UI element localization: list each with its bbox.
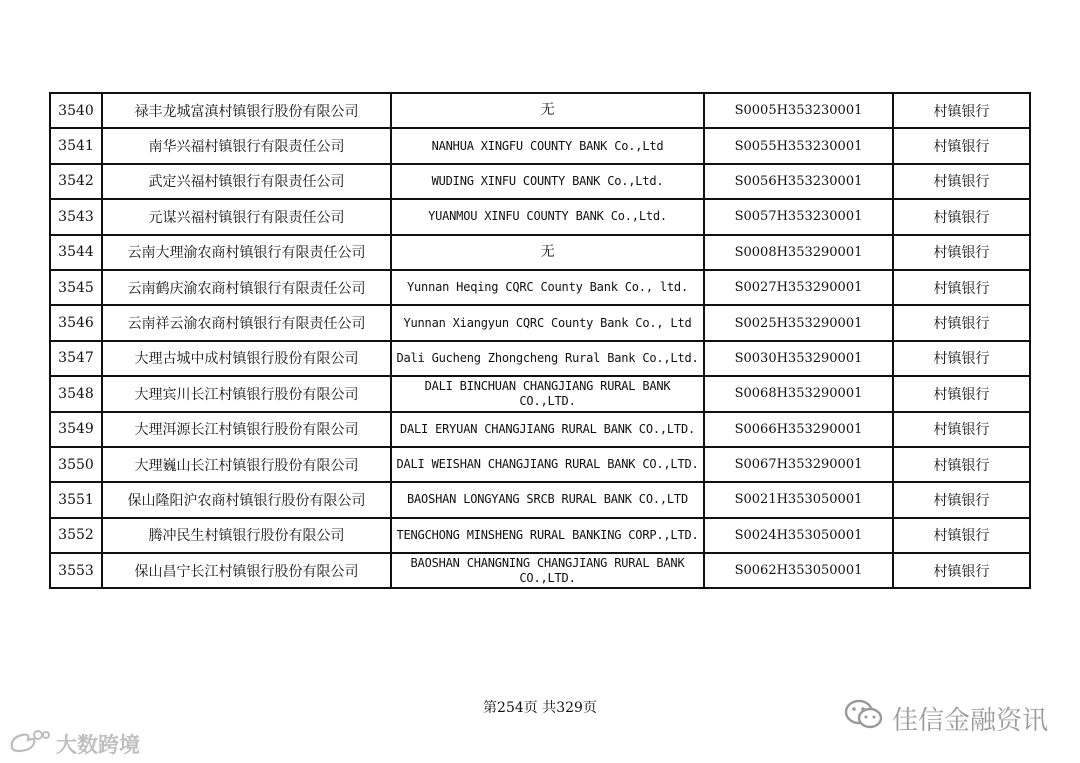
row-number: 3550 — [50, 447, 102, 482]
bank-name-en: DALI ERYUAN CHANGJIANG RURAL BANK CO.,LTD. — [391, 412, 704, 447]
institution-code: S0056H353230001 — [704, 164, 893, 199]
bank-name-cn: 南华兴福村镇银行有限责任公司 — [102, 128, 391, 163]
institution-code: S0027H353290001 — [704, 270, 893, 305]
wechat-watermark — [844, 698, 1048, 739]
institution-type: 村镇银行 — [893, 341, 1030, 376]
institution-type: 村镇银行 — [893, 270, 1030, 305]
bank-name-en: DALI WEISHAN CHANGJIANG RURAL BANK CO.,LTD. — [391, 447, 704, 482]
bank-name-en: Yunnan Xiangyun CQRC County Bank Co., Ltd — [391, 305, 704, 340]
bank-name-en: BAOSHAN LONGYANG SRCB RURAL BANK CO.,LTD — [391, 482, 704, 517]
bank-name-cn: 大理巍山长江村镇银行股份有限公司 — [102, 447, 391, 482]
row-number: 3545 — [50, 270, 102, 305]
row-number: 3548 — [50, 376, 102, 411]
institution-type: 村镇银行 — [893, 482, 1030, 517]
bank-name-cn: 大理洱源长江村镇银行股份有限公司 — [102, 412, 391, 447]
bank-name-cn: 云南鹤庆渝农商村镇银行有限责任公司 — [102, 270, 391, 305]
institution-code: S0068H353290001 — [704, 376, 893, 411]
bank-name-cn: 腾冲民生村镇银行股份有限公司 — [102, 518, 391, 553]
row-number: 3542 — [50, 164, 102, 199]
secondary-watermark — [8, 728, 140, 759]
institution-code: S0005H353230001 — [704, 93, 893, 128]
bank-name-cn: 武定兴福村镇银行有限责任公司 — [102, 164, 391, 199]
bank-name-cn: 大理宾川长江村镇银行股份有限公司 — [102, 376, 391, 411]
weibo-icon — [8, 728, 50, 759]
institution-type: 村镇银行 — [893, 518, 1030, 553]
row-number: 3553 — [50, 553, 102, 588]
institution-code: S0021H353050001 — [704, 482, 893, 517]
bank-name-cn: 保山隆阳沪农商村镇银行股份有限公司 — [102, 482, 391, 517]
row-number: 3549 — [50, 412, 102, 447]
row-number: 3541 — [50, 128, 102, 163]
wechat-watermark-text: 佳信金融资讯 — [891, 706, 1048, 736]
institution-code: S0062H353050001 — [704, 553, 893, 588]
bank-name-en: 无 — [391, 93, 704, 128]
row-number: 3543 — [50, 199, 102, 234]
row-number: 3540 — [50, 93, 102, 128]
institution-code: S0024H353050001 — [704, 518, 893, 553]
wechat-icon — [844, 698, 884, 739]
row-number: 3551 — [50, 482, 102, 517]
row-number: 3552 — [50, 518, 102, 553]
bank-name-cn: 元谋兴福村镇银行有限责任公司 — [102, 199, 391, 234]
institution-type: 村镇银行 — [893, 376, 1030, 411]
institution-type: 村镇银行 — [893, 128, 1030, 163]
bank-name-en: WUDING XINFU COUNTY BANK Co.,Ltd. — [391, 164, 704, 199]
institution-code: S0030H353290001 — [704, 341, 893, 376]
table-row — [50, 93, 1030, 128]
table-row — [50, 376, 1030, 411]
table-row — [50, 518, 1030, 553]
institution-code: S0067H353290001 — [704, 447, 893, 482]
secondary-watermark-text: 大数跨境 — [56, 732, 140, 757]
bank-name-en: NANHUA XINGFU COUNTY BANK Co.,Ltd — [391, 128, 704, 163]
table-row — [50, 482, 1030, 517]
institution-type: 村镇银行 — [893, 447, 1030, 482]
bank-name-en: DALI BINCHUAN CHANGJIANG RURAL BANK CO.,LTD. — [391, 376, 704, 411]
table-row — [50, 199, 1030, 234]
institution-type: 村镇银行 — [893, 93, 1030, 128]
institution-code: S0057H353230001 — [704, 199, 893, 234]
institution-type: 村镇银行 — [893, 412, 1030, 447]
institution-code: S0025H353290001 — [704, 305, 893, 340]
institution-type: 村镇银行 — [893, 305, 1030, 340]
bank-table — [49, 92, 1031, 589]
bank-name-en: Yunnan Heqing CQRC County Bank Co., ltd. — [391, 270, 704, 305]
bank-name-en: Dali Gucheng Zhongcheng Rural Bank Co.,Ltd. — [391, 341, 704, 376]
page-number: 第254页 共329页 — [483, 700, 597, 716]
institution-type: 村镇银行 — [893, 164, 1030, 199]
table-row — [50, 447, 1030, 482]
table-row — [50, 412, 1030, 447]
institution-type: 村镇银行 — [893, 199, 1030, 234]
bank-name-cn: 禄丰龙城富滇村镇银行股份有限公司 — [102, 93, 391, 128]
institution-code: S0066H353290001 — [704, 412, 893, 447]
institution-type: 村镇银行 — [893, 553, 1030, 588]
bank-name-cn: 云南祥云渝农商村镇银行有限责任公司 — [102, 305, 391, 340]
bank-name-cn: 云南大理渝农商村镇银行有限责任公司 — [102, 235, 391, 270]
bank-name-cn: 保山昌宁长江村镇银行股份有限公司 — [102, 553, 391, 588]
bank-name-en: TENGCHONG MINSHENG RURAL BANKING CORP.,LTD. — [391, 518, 704, 553]
row-number: 3547 — [50, 341, 102, 376]
institution-code: S0055H353230001 — [704, 128, 893, 163]
institution-code: S0008H353290001 — [704, 235, 893, 270]
table-row — [50, 164, 1030, 199]
table-row — [50, 235, 1030, 270]
bank-name-en: YUANMOU XINFU COUNTY BANK Co.,Ltd. — [391, 199, 704, 234]
table-row — [50, 305, 1030, 340]
table-body — [50, 93, 1030, 588]
institution-type: 村镇银行 — [893, 235, 1030, 270]
bank-name-en: 无 — [391, 235, 704, 270]
table-row — [50, 341, 1030, 376]
table-row — [50, 128, 1030, 163]
table-row — [50, 270, 1030, 305]
table-row — [50, 553, 1030, 588]
bank-name-en: BAOSHAN CHANGNING CHANGJIANG RURAL BANK CO.,LTD. — [391, 553, 704, 588]
row-number: 3544 — [50, 235, 102, 270]
row-number: 3546 — [50, 305, 102, 340]
bank-name-cn: 大理古城中成村镇银行股份有限公司 — [102, 341, 391, 376]
